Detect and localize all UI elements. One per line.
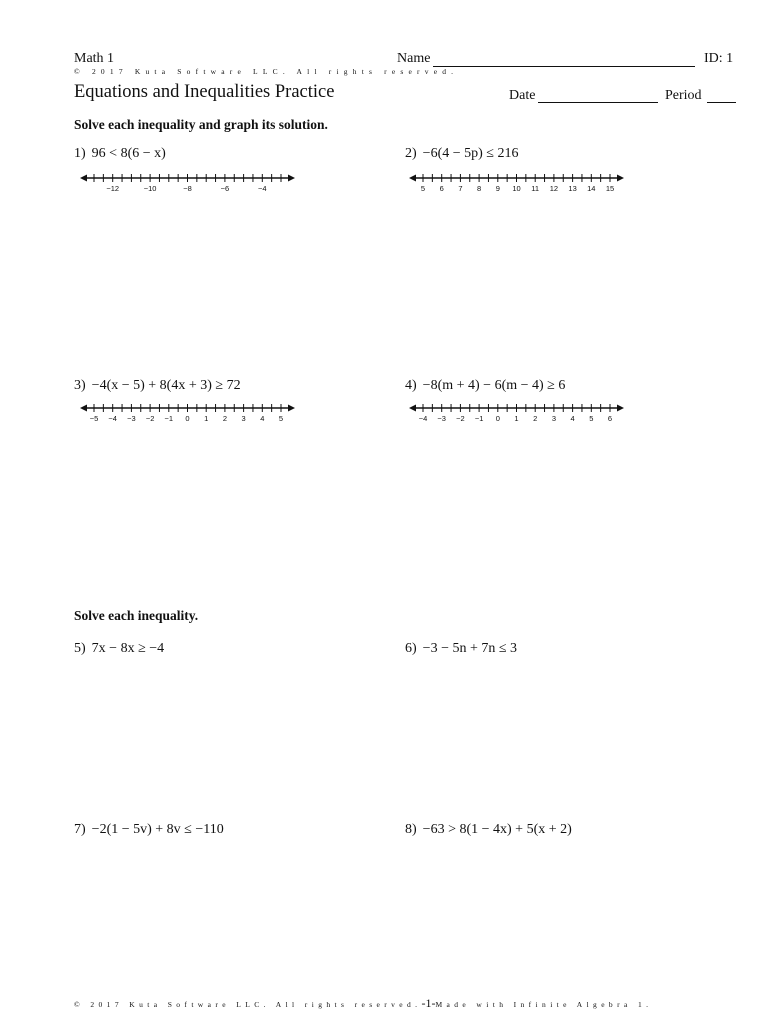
problem-number: 4) [405,378,417,393]
number-line-label: 12 [549,184,559,193]
number-line-problem-4[interactable] [409,400,624,424]
problem-expression: −3 − 5n + 7n ≤ 3 [422,641,518,656]
number-line-label: 9 [495,184,500,193]
footer-made-with: Made with Infinite Algebra 1. [435,1000,653,1009]
problem-expression: −8(m + 4) − 6(m − 4) ≥ 6 [422,378,566,393]
number-line-label: 11 [531,184,540,193]
footer-copyright: © 2017 Kuta Software LLC. All rights reserved. [74,1000,422,1009]
number-line-label: 3 [241,414,246,423]
number-line-label: −4 [418,414,428,423]
number-line-label: −10 [143,184,157,193]
problem-number: 1) [74,146,86,161]
copyright-notice: © 2017 Kuta Software LLC. All rights reserved. [74,67,459,76]
page-number: -1- [421,996,436,1010]
problem-expression: −4(x − 5) + 8(4x + 3) ≥ 72 [91,378,241,393]
number-line-label: −2 [456,414,465,423]
problem-expression: −2(1 − 5v) + 8v ≤ −110 [91,822,224,837]
number-line-label: 8 [477,184,482,193]
problem-6 [405,641,517,657]
worksheet-title: Equations and Inequalities Practice [74,82,335,102]
number-line-label: 1 [204,414,209,423]
arrow-right-icon [288,405,295,412]
number-line-label: 14 [587,184,596,193]
period-label: Period [665,88,702,103]
arrow-left-icon [80,405,87,412]
date-blank [538,102,658,103]
number-line-label: −8 [183,184,192,193]
problem-2 [405,146,518,162]
number-line-label: −3 [127,414,136,423]
section-instruction-solve: Solve each inequality. [74,608,199,623]
number-line-label: 5 [420,184,426,193]
problem-expression: −63 > 8(1 − 4x) + 5(x + 2) [422,822,572,837]
name-label: Name [397,51,431,66]
problem-number: 3) [74,378,86,393]
number-line-label: 7 [458,184,463,193]
arrow-left-icon [80,175,87,182]
number-line-label: −4 [258,184,267,193]
number-line-problem-2[interactable] [409,170,624,194]
number-line-label: 0 [185,414,190,423]
name-blank [433,66,695,67]
number-line-label: 0 [495,414,500,423]
problem-number: 7) [74,822,86,837]
worksheet-id: ID: 1 [704,51,734,66]
page-footer [74,996,652,1011]
problem-number: 5) [74,641,86,656]
number-line-label: −1 [474,414,484,423]
problem-expression: 96 < 8(6 − x) [91,146,166,161]
number-line-label: 6 [607,414,613,423]
number-line-label: 5 [589,414,594,423]
date-label: Date [509,88,536,103]
problem-expression: −6(4 − 5p) ≤ 216 [422,146,519,161]
number-line-problem-3[interactable] [80,400,295,424]
number-line-problem-1[interactable] [80,170,295,194]
number-line-label: 13 [568,184,577,193]
problem-3 [74,378,241,394]
number-line-label: −3 [437,414,446,423]
problem-1 [74,146,166,162]
period-blank [707,102,736,103]
section-instruction-graph: Solve each inequality and graph its solution. [74,117,328,132]
number-line-label: 4 [570,414,575,423]
number-line-label: −4 [108,414,117,423]
course-name: Math 1 [74,51,115,66]
number-line-label: −5 [89,414,99,423]
problem-number: 8) [405,822,417,837]
number-line-label: −1 [164,414,174,423]
number-line-label: 1 [514,414,519,423]
problem-8 [405,822,572,838]
number-line-label: 2 [222,414,227,423]
number-line-label: 5 [278,414,284,423]
number-line-label: 4 [260,414,265,423]
arrow-right-icon [288,175,295,182]
arrow-right-icon [617,405,624,412]
number-line-label: −12 [106,184,120,193]
arrow-left-icon [409,175,416,182]
problem-number: 2) [405,146,417,161]
problem-number: 6) [405,641,417,656]
problem-4 [405,378,565,394]
number-line-label: 6 [439,184,444,193]
problem-7 [74,822,224,838]
problem-5 [74,641,164,657]
problem-expression: 7x − 8x ≥ −4 [91,641,165,656]
number-line-label: 15 [605,184,615,193]
number-line-label: 2 [533,414,538,423]
number-line-label: −6 [220,184,230,193]
number-line-label: 10 [512,184,521,193]
number-line-label: −2 [145,414,155,423]
arrow-left-icon [409,405,416,412]
number-line-label: 3 [551,414,556,423]
arrow-right-icon [617,175,624,182]
